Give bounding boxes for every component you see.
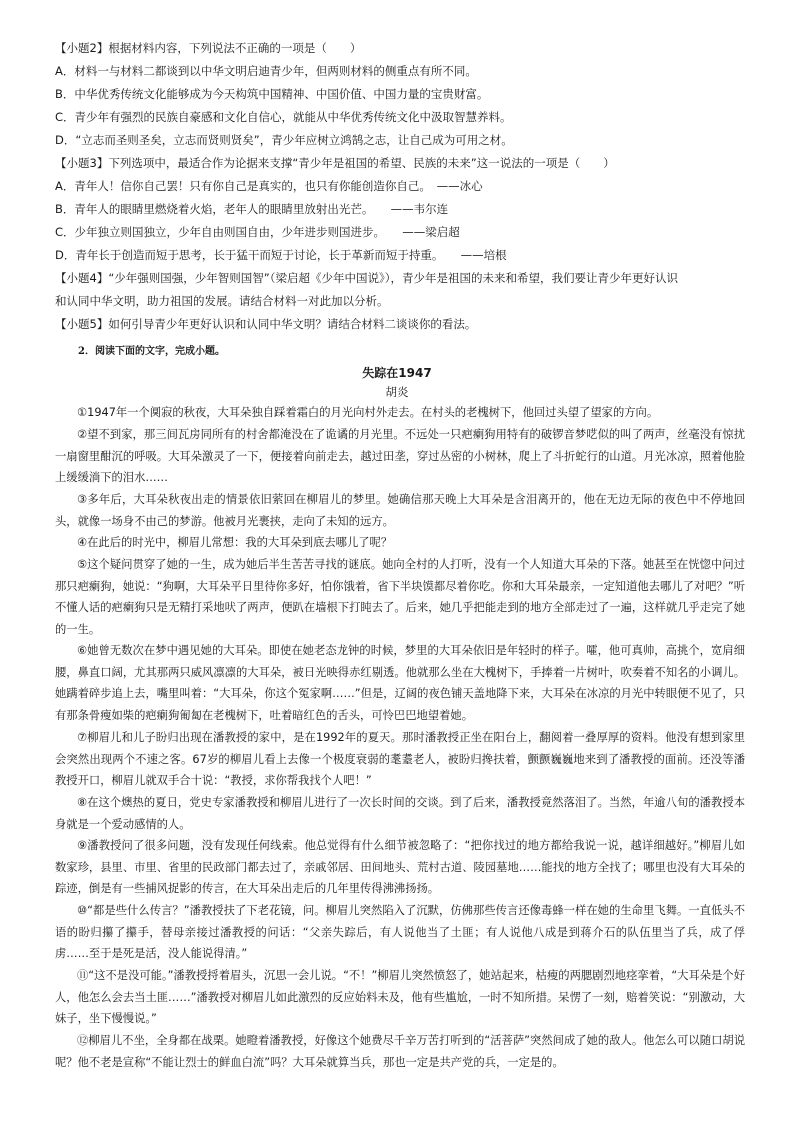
paragraph-8: ⑧在这个燠热的夏日，党史专家潘教授和柳眉儿进行了一次长时间的交谈。到了后来，潘教授竟然落泪了。当然，年逾八旬的潘教授本身就是一个爱动感情的人。	[55, 796, 745, 831]
question-2-option-a: A．材料一与材料二都谈到以中华文明启迪青少年，但两则材料的侧重点有所不同。	[55, 64, 477, 78]
question-2-stem: 【小题2】根据材料内容，下列说法不正确的一项是（ ）	[55, 41, 362, 55]
paragraph-10: ⑩“都是些什么传言？”潘教授扶了下老花镜，问。柳眉儿突然陷入了沉默，仿佛那些传言还像毒蜂一样在她的生命里飞舞。一直低头不语的盼归攥了攥手，替母亲接过潘教授的问话：“父亲失踪后，有人说他当了土匪；有人说他八成是到蒋介石的队伍里当了兵，成了俘虏……至于是死是活，没人能说得清。”	[55, 904, 745, 961]
question-3-stem: 【小题3】下列选项中，最适合作为论据来支撑“青少年是祖国的希望、民族的未来”这一说法的一项是（ ）	[55, 156, 615, 170]
paragraph-7: ⑦柳眉儿和儿子盼归出现在潘教授的家中，是在1992年的夏天。那时潘教授正坐在阳台上，翻阅着一叠厚厚的资料。他没有想到家里会突然出现两个不速之客。67岁的柳眉儿看上去像一个极度衰弱的耄耋老人，被盼归搀扶着，颤颤巍巍地来到了潘教授的面前。还没等潘教授开口，柳眉儿就双手合十说：“教授，求你帮我找个人吧！”	[55, 731, 745, 788]
question-3-option-b: B．青年人的眼睛里燃烧着火焰，老年人的眼睛里放射出光芒。 ——韦尔连	[55, 202, 449, 216]
question-4-line-2: 和认同中华文明，助力祖国的发展。请结合材料一对此加以分析。	[55, 294, 389, 308]
story-author: 胡炎	[385, 385, 409, 399]
story-title: 失踪在1947	[362, 366, 432, 380]
question-2-option-d: D．“立志而圣则圣矣，立志而贤则贤矣”，青少年应树立鸿鹄之志，让自己成为可用之材。	[55, 133, 513, 147]
question-5-stem: 【小题5】如何引导青少年更好认识和认同中华文明？请结合材料二谈谈你的看法。	[55, 317, 477, 331]
paragraph-4: ④在此后的时光中，柳眉儿常想：我的大耳朵到底去哪儿了呢？	[77, 536, 393, 549]
paragraph-2: ②望不到家，那三间瓦房同所有的村舍都淹没在了诡谲的月光里。不远处一只疤瘌狗用特有的破锣音梦呓似的叫了两声，丝毫没有惊扰一扇窗里酣沉的呼吸。大耳朵激灵了一下，便接着向前走去，越过田垄，穿过丛密的小树林，爬上了斗折蛇行的山道。月光冰凉，照着他脸上缓缓淌下的泪水……	[55, 428, 745, 485]
paragraph-1: ①1947年一个阒寂的秋夜，大耳朵独自踩着霜白的月光向村外走去。在村头的老槐树下，他回过头望了望家的方向。	[77, 406, 659, 419]
paragraph-5: ⑤这个疑问贯穿了她的一生，成为她后半生苦苦寻找的谜底。她向全村的人打听，没有一个人知道大耳朵的下落。她甚至在恍惚中问过那只疤瘌狗，她说：“狗啊，大耳朵平日里待你多好，怕你饿着，省下半块馍都尽着你吃。你和大耳朵最亲，一定知道他去哪儿了对吧？”听不懂人话的疤瘌狗只是无精打采地吠了两声，便趴在墙根下打盹去了。后来，她几乎把能走到的地方全部走过了一遍，这样就几乎走完了她的一生。	[55, 558, 745, 637]
question-2-option-b: B．中华优秀传统文化能够成为今天构筑中国精神、中国价值、中国力量的宝贵财富。	[55, 87, 489, 101]
paragraph-12: ⑫柳眉儿不坐，全身都在战栗。她瞪着潘教授，好像这个她费尽千辛万苦打听到的“活菩萨”突然间成了她的敌人。他怎么可以随口胡说呢？他不老是宣称“不能让烈士的鲜血白流”吗？大耳朵就算当兵，那也一定是共产党的兵，一定是的。	[55, 1034, 745, 1069]
question-2-option-c: C．青少年有强烈的民族自豪感和文化自信心，就能从中华优秀传统文化中汲取智慧养料。	[55, 110, 512, 124]
question-4-line-1: 【小题4】“少年强则国强，少年智则国智”（梁启超《少年中国说》），青少年是祖国的未来和希望，我们要让青少年更好认识	[55, 271, 678, 285]
paragraph-9: ⑨潘教授问了很多问题，没有发现任何线索。他总觉得有什么细节被忽略了：“把你找过的地方都给我说一说，越详细越好。”柳眉儿如数家珍，县里、市里、省里的民政部门都去过了，亲戚邻居、田间地头、荒村古道、陵园墓地……能找的地方全找了；哪里也没有大耳朵的踪迹，倒是有一些捕风捉影的传言，在大耳朵出走后的几年里传得沸沸扬扬。	[55, 839, 745, 896]
question-3-option-d: D．青年长于创造而短于思考，长于猛干而短于讨论，长于革新而短于持重。 ——培根	[55, 248, 507, 262]
question-3-option-a: A．青年人！信你自己罢！只有你自己是真实的，也只有你能创造你自己。 ——冰心	[55, 179, 483, 193]
paragraph-11: ⑪“这不是没可能。”潘教授捋着眉头，沉思一会儿说。“不！”柳眉儿突然愤怒了，她站起来，枯瘦的两腮剧烈地痉挛着，“大耳朵是个好人，他怎么会去当土匪……”潘教授对柳眉儿如此激烈的反应始料未及，他有些尴尬，一时不知所措。呆愣了一刻，赔着笑说：“别激动，大妹子，坐下慢慢说。”	[55, 969, 745, 1026]
section-heading: 2．阅读下面的文字，完成小题。	[78, 346, 225, 357]
question-3-option-c: C．少年独立则国独立，少年自由则国自由，少年进步则国进步。 ——梁启超	[55, 225, 460, 239]
paragraph-3: ③多年后，大耳朵秋夜出走的情景依旧萦回在柳眉儿的梦里。她确信那天晚上大耳朵是含泪离开的，他在无边无际的夜色中不停地回头，就像一场身不由己的梦游。他被月光裹挟，走向了未知的远方。	[55, 493, 745, 528]
paragraph-6: ⑥她曾无数次在梦中遇见她的大耳朵。即使在她老态龙钟的时候，梦里的大耳朵依旧是年轻时的样子。嚯，他可真帅，高挑个，宽肩细腰，鼻直口阔，尤其那两只威风凛凛的大耳朵，被日光映得赤红剔透。他就那么坐在大槐树下，手捧着一片树叶，吹奏着不知名的小调儿。她蹒着碎步追上去，嘴里叫着：“大耳朵，你这个冤家啊……”但是，辽阔的夜色铺天盖地降下来，大耳朵在冰凉的月光中转眼便不见了，只有那条骨瘦如柴的疤瘌狗匍匐在老槐树下，吐着暗红色的舌头，可怜巴巴地望着她。	[55, 644, 745, 723]
